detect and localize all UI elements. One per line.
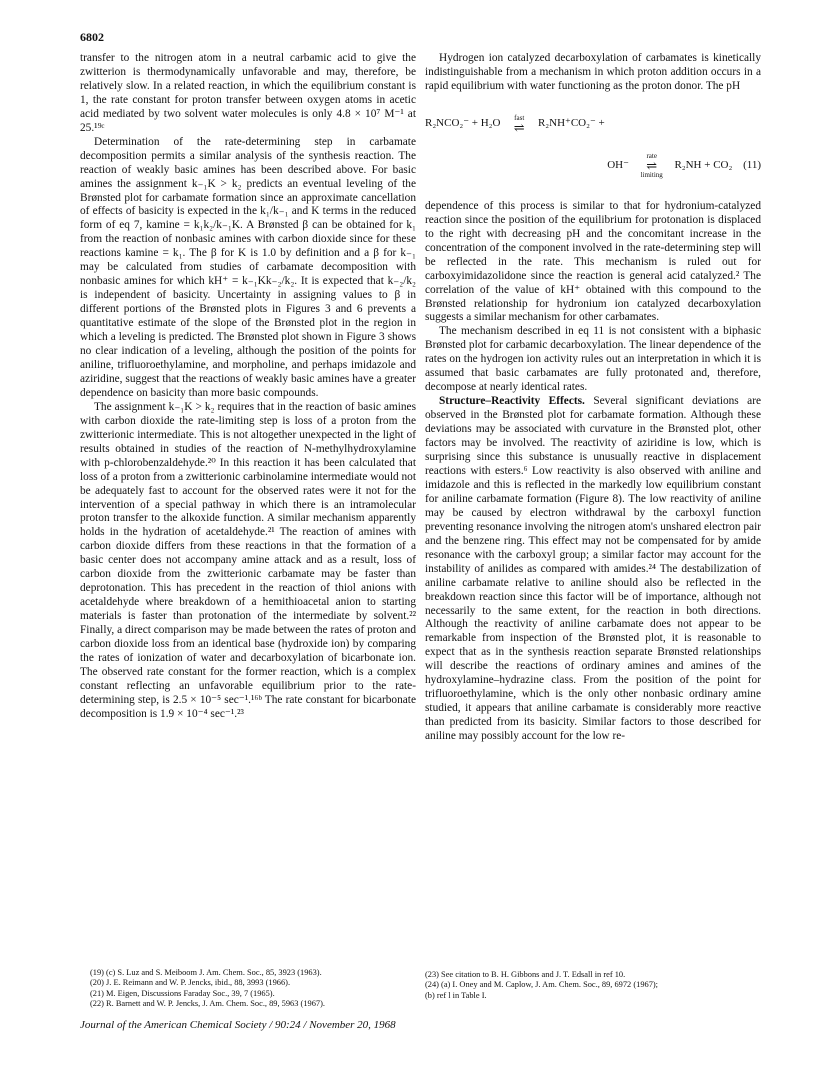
equation-line-2 xyxy=(607,152,761,179)
footnote: (19) (c) S. Luz and S. Meiboom J. Am. Chem. Soc., 85, 3923 (1963). xyxy=(90,968,322,977)
footnotes-left xyxy=(90,968,420,1009)
body-paragraph xyxy=(425,395,761,744)
body-paragraph: transfer to the nitrogen atom in a neutral carbamic acid to give the zwitterion is thermodynamically unfavorable and may, therefore, be relatively slow. In a related reaction, in which the equilibrium constant is 1, the rate constant for proton transfer between oxygen atoms in acetic acid mediated by two solvent water molecules is only 4.8 × 10⁷ M⁻¹ at 25.¹⁹ᶜ xyxy=(80,52,416,134)
section-heading: Structure–Reactivity Effects. xyxy=(439,395,585,408)
footnote: (b) ref l in Table I. xyxy=(425,990,487,1000)
body-paragraph: Hydrogen ion catalyzed decarboxylation of carbamates is kinetically indistinguishable from a mechanism in which proton addition occurs in a rapid equilibrium with water functioning as the proton donor. The pH xyxy=(425,52,761,92)
arrow-label-fast: fast xyxy=(514,113,525,122)
equation-number: (11) xyxy=(743,158,761,171)
left-column xyxy=(80,52,416,722)
arrow-label-rate: rate xyxy=(646,151,657,160)
footnotes-right xyxy=(425,970,761,1001)
section-text: Several significant deviations are observed in the Brønsted plot for carbamate formation. Although these deviations may be associated with curvature in the Brønsted plot, other factors may be involved. The reactivity of aziridine is low, which is surprising since this substance is unusually reactive in displacement reactions with esters.⁶ Low reactivity is also observed with aniline and imidazole and this is reflected in the markedly low equilibrium constant for aniline carbamate formation (Figure 8). The low reactivity of aniline may be caused by electron withdrawal by the carboxyl function preventing resonance involving the nitrogen atom's unshared electron pair and the benzene ring. This effect may not be compensated for by amide resonance with the carboxyl group; a similar factor may account for the instability of anilides as compared with amides.²⁴ The destabilization of aniline carbamate relative to aniline should also be reflected in the breakdown reaction since this factor will be of importance, although not necessarily to the same extent, for the reaction in both directions. Although the reactivity of aniline carbamate does not appear to be remarkable from inspection of the Brønsted plot, it is reasonable to expect that as in the synthesis reaction separate Brønsted relationships will describe the reactions of ordinary amines and amines of the hydroxylamine–hydrazine class. From the position of the point for trifluoroethylamine, which is the only other nonbasic ordinary amine studied, it appears that aniline carbamate is considerably more reactive than predicted from its basicity. Similar factors to those described for aniline may possibly account for the low re- xyxy=(425,395,762,743)
rate-limiting-arrow-icon: rate ⇌ limiting xyxy=(632,152,672,179)
equation-hydroxide: OH⁻ xyxy=(607,158,629,171)
journal-footer: Journal of the American Chemical Society / 90:24 / November 20, 1968 xyxy=(80,1019,396,1031)
footnote: (20) J. E. Reimann and W. P. Jencks, ibid., 88, 3993 (1966). xyxy=(90,978,291,988)
equation-intermediate: R₂NH⁺CO₂⁻ + xyxy=(537,116,605,129)
equation-11 xyxy=(425,102,761,194)
body-paragraph: The assignment k₋₁K > k₂ requires that in the reaction of basic amines with carbon dioxide the rate-limiting step is loss of a proton from the zwitterionic intermediate. This is not altogether unexpected in the light of results obtained in studies of the reaction of N-methylhydroxylamine with p-chlorobenzaldehyde.²⁰ In this reaction it has been calculated that loss of a proton from a zwitterionic carbinolamine intermediate would not be adequately fast to account for the observed rates were it not for the intervention of a special pathway in which there is an intramolecular proton transfer to the alkoxide function. A similar mechanism apparently holds in the hydration of acetaldehyde.²¹ The reaction of amines with carbon dioxide differs from these reactions in that the formation of a basic center does not accompany amine attack and as a result, loss of carbon dioxide from the zwitterionic carbamate may be faster than deprotonation. This has precedent in the reaction of thiol anions with acetaldehyde where breakdown of a hemithioacetal anion to starting materials is faster than protonation of the intermediate by solvent.²² Finally, a direct comparison may be made between the rates of proton and carbon dioxide loss from an identical base (hydroxide ion) by comparing the rates of ionization of water and decarboxylation of bicarbonate ion. The observed rate constant for the former reaction, which is a complex constant reflecting an unfavorable equilibrium prior to the rate-determining step, is 2.5 × 10⁻⁵ sec⁻¹.¹⁶ᵇ The rate constant for bicarbonate decomposition is 1.9 × 10⁻⁴ sec⁻¹.²³ xyxy=(80,400,416,720)
right-column xyxy=(425,52,761,744)
body-paragraph: The mechanism described in eq 11 is not consistent with a biphasic Brønsted plot for carbamic decarboxylation. The linear dependence of the rates on the hydrogen ion activity rules out an interpretation in which it is assumed that basic carbamates are fully protonated and, therefore, decompose at nearly identical rates. xyxy=(425,325,761,394)
footnote: (24) (a) I. Oney and M. Caplow, J. Am. Chem. Soc., 89, 6972 (1967); xyxy=(425,980,658,990)
footnote: (21) M. Eigen, Discussions Faraday Soc., 39, 7 (1965). xyxy=(90,988,275,998)
equation-lhs: R₂NCO₂⁻ + H₂O xyxy=(425,116,501,129)
equation-rhs: R₂NH + CO₂ xyxy=(674,158,733,171)
footnote: (22) R. Barnett and W. P. Jencks, J. Am. Chem. Soc., 89, 5963 (1967). xyxy=(90,998,325,1008)
equation-line-1 xyxy=(425,114,605,133)
arrow-label-limiting: limiting xyxy=(640,170,663,179)
body-paragraph: Determination of the rate-determining step in carbamate decomposition permits a similar analysis of the synthesis reaction. The reaction of weakly basic amines has been described above. For basic amines the assignment k₋₁K > k₂ predicts an eventual leveling of the Brønsted plot for carbamate formation since an approximate cancellation of effects of basicity is expected in the k₁/k₋₁ and K terms in the reduced form of eq 7, kamine = k₁k₂/k₋₁K. A Brønsted β can be obtained for k₁ from the reaction of nonbasic amines with carbon dioxide since for these reactions kamine = k₁. The β for K is 1.0 by definition and a β for k₋₁ may be calculated from studies of carbamate decomposition with nonbasic amines for which kH⁺ = k₋₁Kk₋₂/k₂. It is expected that k₋₂/k₂ is independent of basicity. Uncertainty in assigning values to β in different portions of the Brønsted plots in Figures 3 and 6 prevents a quantitative estimate of the slope of the Brønsted plot in the region in which a leveling is predicted. The Brønsted plot shown in Figure 3 shows no clear indication of a leveling, although the position of the points for aniline, trifluoroethylamine, and morpholine, and perhaps imidazole and aziridine, suggest that the reactions of weakly basic amines have a greater dependence on basicity than more basic compounds. xyxy=(80,135,416,399)
footnote: (23) See citation to B. H. Gibbons and J. T. Edsall in ref 10. xyxy=(425,970,626,979)
page-number: 6802 xyxy=(80,30,104,44)
equilibrium-arrow-icon: fast ⇌ xyxy=(503,114,535,133)
body-paragraph: dependence of this process is similar to that for hydronium-catalyzed reaction since the position of the equilibrium for protonation is displaced to the right with decreasing pH and the concomitant increase in the concentration of the component involved in the rate-determining step will be reflected in the rate. This mechanism is ruled out for carboxyimidazolidone since the reaction is general acid catalyzed.² The correlation of the value of kH⁺ obtained with this compound to the Brønsted relationship for hydronium ion catalyzed decarboxylation suggests a similar mechanism for other carbamates. xyxy=(425,199,761,324)
